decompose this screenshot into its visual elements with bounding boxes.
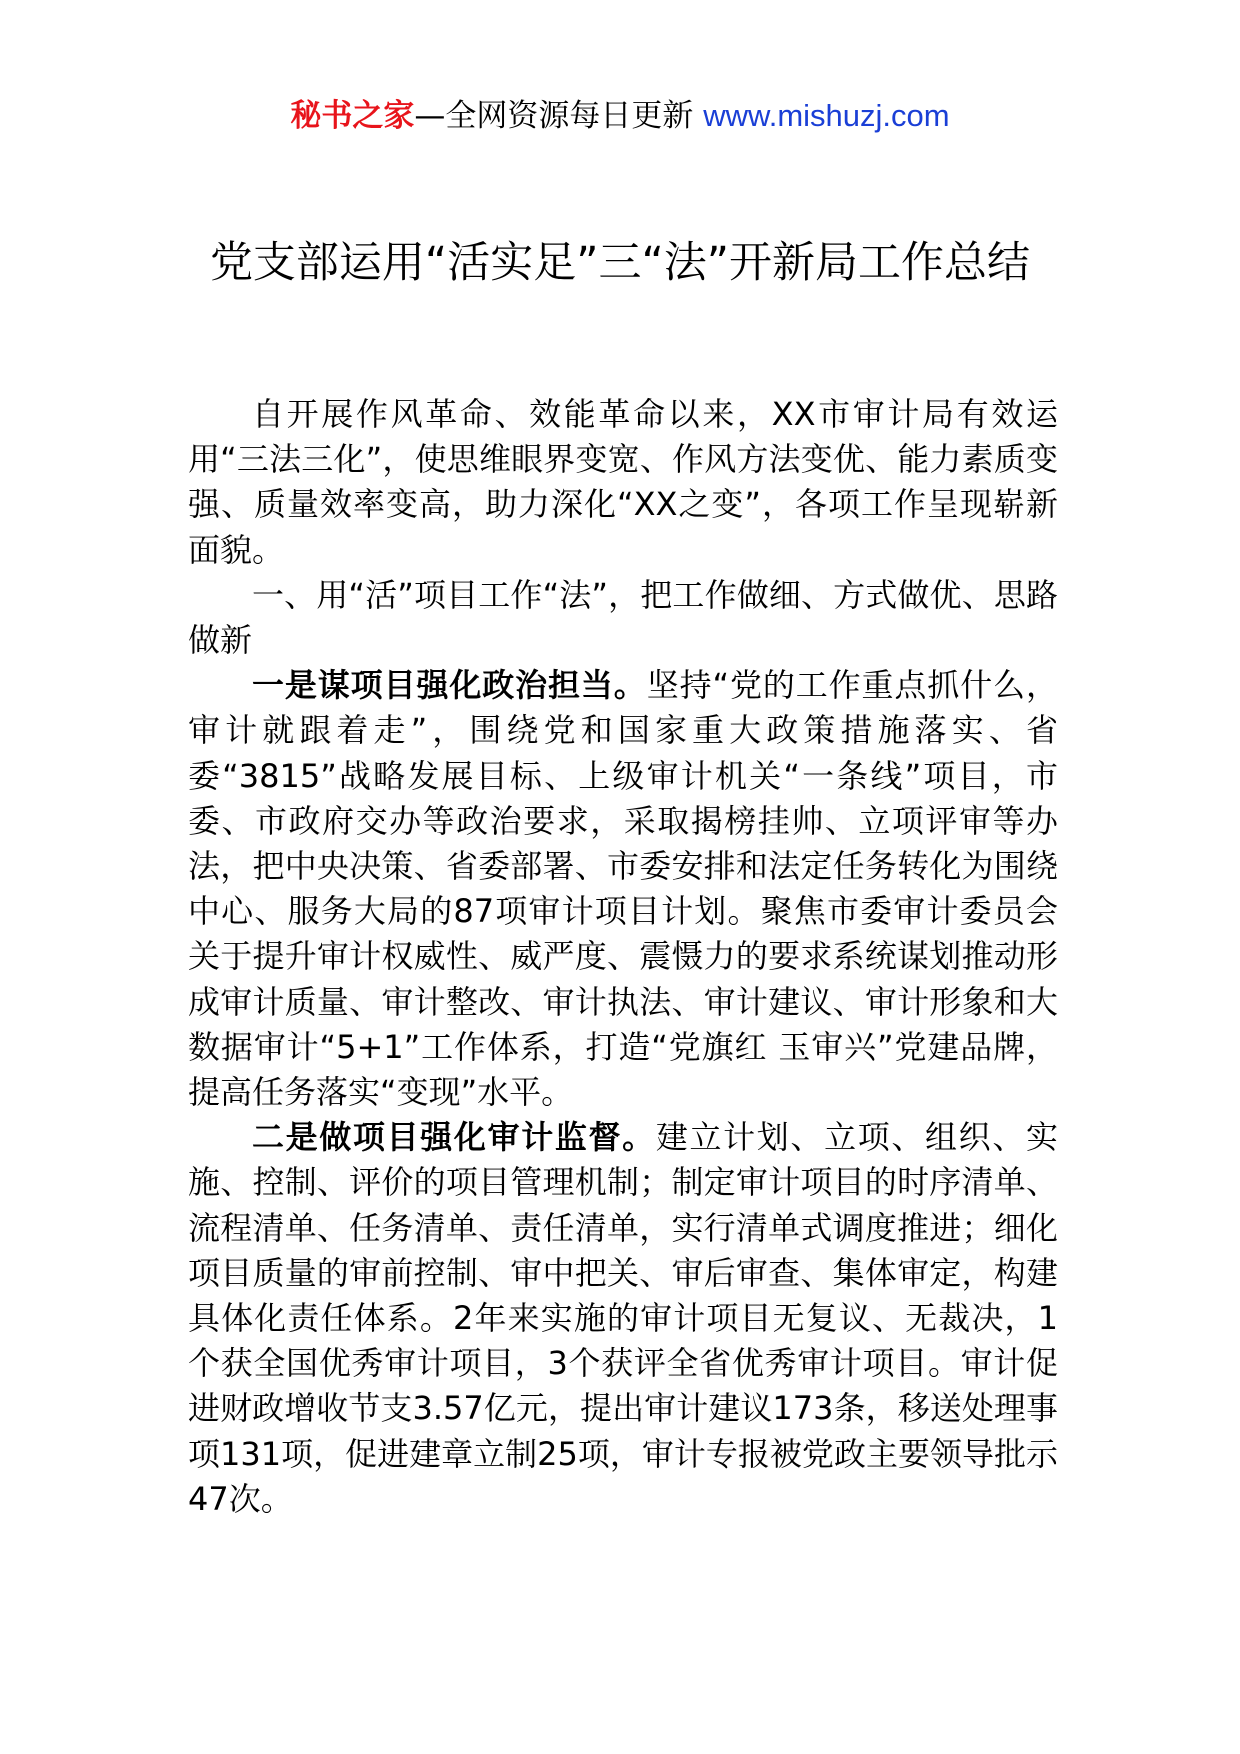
section-heading: 一、用“活”项目工作“法”，把工作做细、方式做优、思路做新 — [188, 575, 1058, 660]
item-lead-1: 一是谋项目强化政治担当。 — [252, 666, 647, 705]
site-header — [0, 96, 1240, 136]
document-title: 党支部运用“活实足”三“法”开新局工作总结 — [209, 238, 1031, 288]
brand-name: 秘书之家 — [290, 98, 415, 134]
item-paragraph-2 — [188, 1115, 1058, 1522]
item-paragraph-1 — [188, 663, 1058, 1115]
item-text-2: 建立计划、立项、组织、实施、控制、评价的项目管理机制；制定审计项目的时序清单、流程清单、任务清单、责任清单，实行清单式调度推进；细化项目质量的审前控制、审中把关、审后审查、集体审定，构建具体化责任体系。2年来实施的审计项目无复议、无裁决，1个获全国优秀审计项目，3个获评全省优秀审计项目。审计促进财政增收节支3.57亿元，提出审计建议173条，移送处理事项131项，促进建章立制25项，审计专报被党政主要领导批示47次。 — [188, 1118, 1058, 1518]
header-slogan: —全网资源每日更新 — [414, 98, 694, 134]
intro-paragraph: 自开展作风革命、效能革命以来，XX市审计局有效运用“三法三化”，使思维眼界变宽、作风方法变优、能力素质变强、质量效率变高，助力深化“XX之变”，各项工作呈现崭新面貌。 — [188, 395, 1058, 569]
item-text-1: 坚持“党的工作重点抓什么，审计就跟着走”，围绕党和国家重大政策措施落实、省委“3815”战略发展目标、上级审计机关“一条线”项目，市委、市政府交办等政治要求，采取揭榜挂帅、立项评审等办法，把中央决策、省委部署、市委安排和法定任务转化为围绕中心、服务大局的87项审计项目计划。聚焦市委审计委员会关于提升审计权威性、威严度、震慑力的要求系统谋划推动形成审计质量、审计整改、审计执法、审计建议、审计形象和大数据审计“5+1”工作体系，打造“党旗红 玉审兴”党建品牌，提高任务落实“变现”水平。 — [188, 666, 1058, 1112]
item-lead-2: 二是做项目强化审计监督。 — [252, 1118, 656, 1157]
site-url-link[interactable]: www.mishuzj.com — [703, 98, 950, 133]
document-body — [188, 392, 1058, 1522]
